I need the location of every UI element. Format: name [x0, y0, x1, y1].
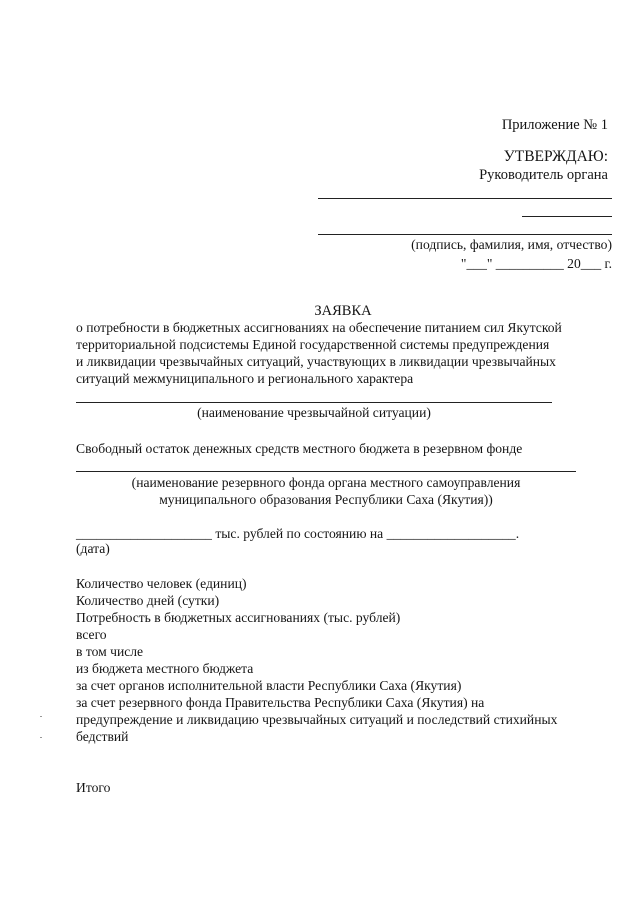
scan-speck	[40, 716, 42, 717]
signature-line-1	[318, 198, 612, 199]
appendix-label: Приложение № 1	[501, 117, 608, 133]
list-item: из бюджета местного бюджета	[76, 661, 254, 676]
list-item: предупреждение и ликвидацию чрезвычайных ситуаций и последствий стихийных	[76, 712, 558, 727]
list-item: Потребность в бюджетных ассигнованиях (тыс. рублей)	[76, 610, 401, 625]
signature-line-2	[522, 216, 612, 217]
title-line: о потребности в бюджетных ассигнованиях на обеспечение питанием сил Якутской	[76, 320, 562, 335]
list-item: за счет органов исполнительной власти Республики Саха (Якутия)	[76, 678, 462, 693]
title-line: ситуаций межмуниципального и регионального характера	[76, 371, 414, 386]
list-item: Количество дней (сутки)	[76, 593, 220, 608]
signature-line-3	[318, 234, 612, 235]
reserve-fund-caption-2: муниципального образования Республики Саха (Якутия))	[159, 492, 493, 507]
scan-speck	[40, 737, 42, 738]
list-item: Количество человек (единиц)	[76, 576, 247, 591]
list-item: бедствий	[76, 729, 129, 744]
total-label: Итого	[76, 780, 111, 795]
title-description	[76, 319, 616, 387]
emergency-name-line	[76, 402, 552, 403]
reserve-fund-name-line	[76, 471, 576, 472]
reserve-fund-caption-1: (наименование резервного фонда органа местного самоуправления	[131, 475, 521, 490]
items-list	[76, 575, 616, 745]
amount-line: ____________________ тыс. рублей по состоянию на ___________________.	[76, 526, 520, 541]
list-item: всего	[76, 627, 107, 642]
head-of-organ-label: Руководитель органа	[479, 167, 608, 183]
title-line: и ликвидации чрезвычайных ситуаций, участвующих в ликвидации чрезвычайных	[76, 354, 556, 369]
approval-date-line: "___" __________ 20___ г.	[460, 256, 612, 271]
list-item: за счет резервного фонда Правительства Республики Саха (Якутия) на	[76, 695, 485, 710]
title-line: территориальной подсистемы Единой государственной системы предупреждения	[76, 337, 550, 352]
approve-label: УТВЕРЖДАЮ:	[503, 148, 608, 165]
emergency-caption: (наименование чрезвычайной ситуации)	[197, 405, 431, 420]
balance-text: Свободный остаток денежных средств местного бюджета в резервном фонде	[76, 441, 523, 456]
list-item: в том числе	[76, 644, 144, 659]
signature-caption: (подпись, фамилия, имя, отчество)	[411, 237, 612, 252]
date-caption: (дата)	[76, 541, 110, 556]
document-title: ЗАЯВКА	[314, 303, 372, 319]
